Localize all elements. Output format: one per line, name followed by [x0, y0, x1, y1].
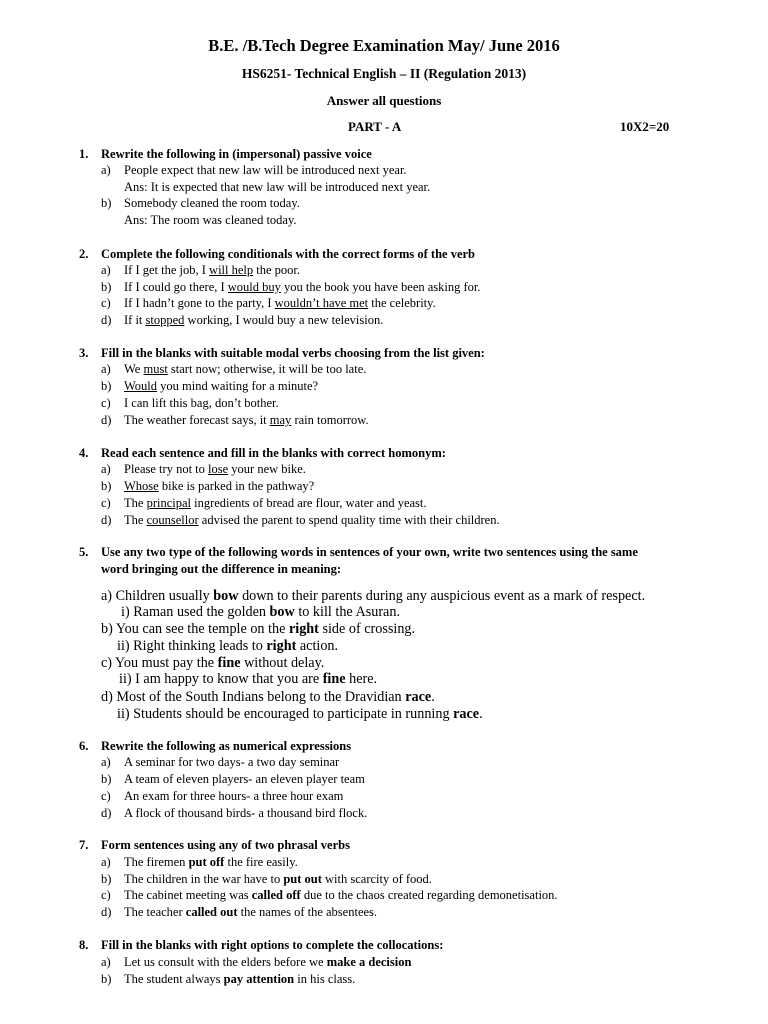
q3-d-label: d) — [101, 413, 112, 427]
q2-b-text: If I could go there, I would buy you the book you have been asking for. — [124, 280, 481, 294]
q6-text: Rewrite the following as numerical expressions — [101, 739, 352, 753]
q6-c-label: c) — [101, 789, 111, 803]
q2-text: Complete the following conditionals with the correct forms of the verb — [101, 247, 476, 261]
q5-d-sentence2: ii) Students should be encouraged to participate in running race. — [117, 706, 483, 722]
q6-d-label: d) — [101, 806, 112, 820]
marks-label: 10X2=20 — [620, 119, 670, 134]
q2-a-text: If I get the job, I will help the poor. — [124, 263, 301, 277]
q7-c-text: The cabinet meeting was called off due to the chaos created regarding demonetisation. — [124, 888, 558, 902]
q5-d-sentence1: d) Most of the South Indians belong to the Dravidian race. — [101, 689, 435, 705]
q3-a-text: We must start now; otherwise, it will be too late. — [124, 362, 367, 376]
q6-b-text: A team of eleven players- an eleven player team — [124, 772, 365, 786]
q2-c-text: If I hadn’t gone to the party, I wouldn’t have met the celebrity. — [124, 296, 436, 310]
q7-a-text: The firemen put off the fire easily. — [124, 855, 298, 869]
q1-b-answer: Ans: The room was cleaned today. — [124, 213, 297, 227]
q2-d-text: If it stopped working, I would buy a new television. — [124, 313, 384, 327]
q3-b-text: Would you mind waiting for a minute? — [124, 379, 319, 393]
q1-a-answer: Ans: It is expected that new law will be introduced next year. — [124, 180, 431, 194]
q6-a-text: A seminar for two days- a two day seminar — [124, 755, 340, 769]
q4-text: Read each sentence and fill in the blanks with correct homonym: — [101, 446, 446, 460]
q4-c-label: c) — [101, 496, 111, 510]
q4-d-text: The counsellor advised the parent to spend quality time with their children. — [124, 513, 500, 527]
q7-text: Form sentences using any of two phrasal verbs — [101, 838, 350, 852]
q1-b-label: b) — [101, 196, 112, 210]
q7-a-label: a) — [101, 855, 111, 869]
q8-a-text: Let us consult with the elders before we make a decision — [124, 955, 412, 969]
q3-a-label: a) — [101, 362, 111, 376]
q2-c-label: c) — [101, 296, 111, 310]
q6-b-label: b) — [101, 772, 112, 786]
q3-number: 3. — [79, 346, 89, 360]
q6-a-label: a) — [101, 755, 111, 769]
q2-b-label: b) — [101, 280, 112, 294]
q5-c-sentence1: c) You must pay the fine without delay. — [101, 655, 325, 671]
exam-title: B.E. /B.Tech Degree Examination May/ June 2016 — [208, 36, 560, 55]
q4-b-label: b) — [101, 479, 112, 493]
subject-title: HS6251- Technical English – II (Regulation 2013) — [241, 66, 527, 81]
q1-text: Rewrite the following in (impersonal) passive voice — [101, 147, 372, 161]
q2-a-label: a) — [101, 263, 111, 277]
q3-c-text: I can lift this bag, don’t bother. — [124, 396, 279, 410]
q5-b-sentence2: ii) Right thinking leads to right action. — [117, 638, 339, 654]
q5-b-sentence1: b) You can see the temple on the right side of crossing. — [101, 621, 416, 637]
q8-b-text: The student always pay attention in his class. — [124, 972, 356, 986]
q5-a-sentence2: i) Raman used the golden bow to kill the Asuran. — [121, 604, 400, 620]
q4-c-text: The principal ingredients of bread are flour, water and yeast. — [124, 496, 427, 510]
instruction: Answer all questions — [326, 93, 442, 108]
q1-b-text: Somebody cleaned the room today. — [124, 196, 300, 210]
q1-a-label: a) — [101, 163, 111, 177]
q8-b-label: b) — [101, 972, 112, 986]
q4-d-label: d) — [101, 513, 112, 527]
q1-a-text: People expect that new law will be introduced next year. — [124, 163, 407, 177]
q7-b-label: b) — [101, 872, 112, 886]
q5-text-line1: Use any two type of the following words in sentences of your own, write two sentences using the same — [101, 545, 638, 559]
q4-a-label: a) — [101, 462, 111, 476]
q4-a-text: Please try not to lose your new bike. — [124, 462, 306, 476]
q1-number: 1. — [79, 147, 89, 161]
q3-text: Fill in the blanks with suitable modal verbs choosing from the list given: — [101, 346, 485, 360]
q7-d-text: The teacher called out the names of the absentees. — [124, 905, 378, 919]
q2-number: 2. — [79, 247, 89, 261]
q5-a-sentence1: a) Children usually bow down to their parents during any auspicious event as a mark of respect. — [101, 588, 646, 604]
q4-b-text: Whose bike is parked in the pathway? — [124, 479, 315, 493]
q3-b-label: b) — [101, 379, 112, 393]
q6-d-text: A flock of thousand birds- a thousand bird flock. — [124, 806, 368, 820]
q2-d-label: d) — [101, 313, 112, 327]
q6-number: 6. — [79, 739, 89, 753]
q5-text-line2: word bringing out the difference in meaning: — [101, 562, 342, 576]
q6-c-text: An exam for three hours- a three hour exam — [124, 789, 344, 803]
q3-d-text: The weather forecast says, it may rain tomorrow. — [124, 413, 369, 427]
q8-text: Fill in the blanks with right options to complete the collocations: — [101, 938, 444, 952]
q5-c-sentence2: ii) I am happy to know that you are fine here. — [119, 671, 378, 687]
q4-number: 4. — [79, 446, 89, 460]
q8-number: 8. — [79, 938, 89, 952]
q3-c-label: c) — [101, 396, 111, 410]
q7-number: 7. — [79, 838, 89, 852]
q7-c-label: c) — [101, 888, 111, 902]
part-label: PART - A — [348, 119, 402, 134]
q5-number: 5. — [79, 545, 89, 559]
q7-d-label: d) — [101, 905, 112, 919]
q7-b-text: The children in the war have to put out with scarcity of food. — [124, 872, 432, 886]
q8-a-label: a) — [101, 955, 111, 969]
